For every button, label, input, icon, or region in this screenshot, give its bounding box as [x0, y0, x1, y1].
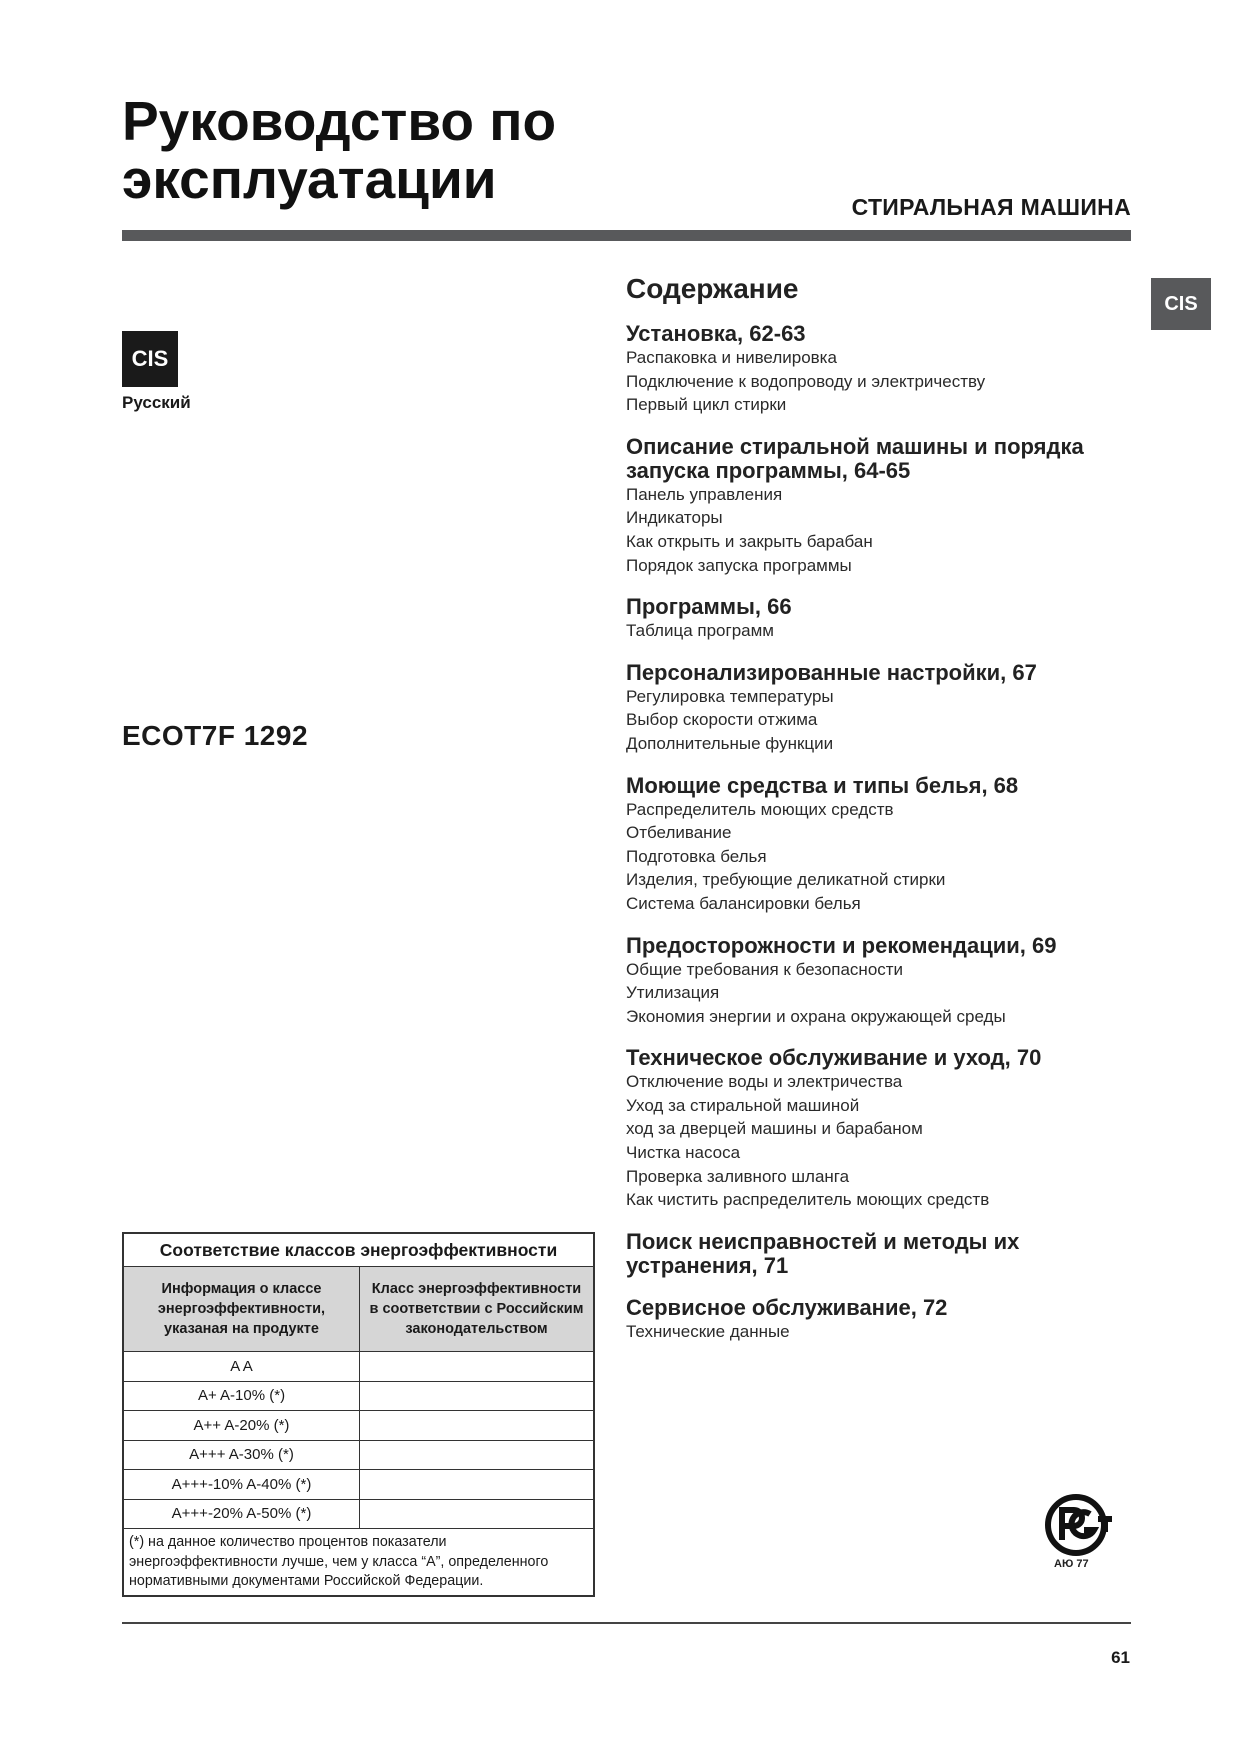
contents-section: [626, 1046, 1146, 1212]
contents-subitem: Панель управления: [626, 484, 783, 504]
contents-subitem: Экономия энергии и охрана окружающей среды: [626, 1006, 1006, 1026]
energy-product-class-cell: A+++-20% A-50% (*): [124, 1500, 360, 1529]
contents-subitem: Система балансировки белья: [626, 893, 861, 913]
rst-certification-icon: [1040, 1494, 1120, 1558]
contents-section-title: Поиск неисправностей и методы их устранения, 71: [626, 1228, 1020, 1278]
document-title-line-1: Руководство по: [122, 90, 557, 152]
energy-header-product-class: Информация о классе энергоэффективности, указаная на продукте: [124, 1267, 360, 1351]
language-name: Русский: [122, 393, 191, 412]
contents-section: [626, 595, 1146, 643]
energy-table-row: [124, 1352, 593, 1382]
contents-subitem: Выбор скорости отжима: [626, 710, 818, 730]
energy-table-row: [124, 1470, 593, 1500]
contents-subitem: Проверка заливного шланга: [626, 1166, 850, 1186]
contents-subitem: Распаковка и нивелировка: [626, 348, 837, 367]
energy-table-note: (*) на данное количество процентов показатели энергоэффективности лучше, чем у класса “А”, определенного нормативными документами Российской Федерации.: [129, 1534, 549, 1589]
contents-subitem: Порядок запуска программы: [626, 555, 852, 575]
energy-russian-class-cell: [360, 1411, 593, 1440]
contents-subitem: Подключение к водопроводу и электричеству: [626, 371, 986, 391]
energy-russian-class-cell: [360, 1470, 593, 1499]
energy-russian-class-cell: [360, 1500, 593, 1529]
contents-section-title: Техническое обслуживание и уход, 70: [626, 1045, 1042, 1071]
contents-section-title: Программы, 66: [626, 594, 792, 620]
contents-section-title: Установка, 62-63: [626, 321, 806, 346]
contents-section: [626, 934, 1146, 1029]
contents-subitem: Подготовка белья: [626, 846, 767, 866]
contents-section: [626, 774, 1146, 916]
energy-table-body: [124, 1352, 593, 1529]
language-badge: CIS: [122, 331, 178, 387]
energy-header-russian-class: Класс энергоэффективности в соответствии с Российским законодательством: [369, 1281, 584, 1337]
contents-subitem: Индикаторы: [626, 508, 723, 528]
energy-table-row: [124, 1382, 593, 1412]
energy-table-row: [124, 1441, 593, 1471]
header-divider: [122, 230, 1131, 241]
page-number: 61: [1111, 1648, 1130, 1667]
contents-subitem: Первый цикл стирки: [626, 395, 787, 415]
contents-subitem: Регулировка температуры: [626, 686, 834, 706]
energy-product-class-cell: A+++-10% A-40% (*): [124, 1470, 360, 1499]
contents-section: [626, 435, 1146, 577]
product-type: СТИРАЛЬНАЯ МАШИНА: [851, 194, 1131, 220]
energy-product-class-cell: A A: [124, 1352, 360, 1381]
contents-section-title: Предосторожности и рекомендации, 69: [626, 932, 1057, 958]
contents-section: [626, 661, 1146, 756]
contents-subitem: Чистка насоса: [626, 1143, 741, 1163]
contents-section: [626, 1296, 1146, 1344]
contents-subitem: Общие требования к безопасности: [626, 959, 904, 979]
contents-section-title: Персонализированные настройки, 67: [626, 659, 1037, 685]
contents-title: Содержание: [626, 273, 799, 304]
contents-section: [626, 1230, 1146, 1278]
contents-section-title: Описание стиральной машины и порядка запуска программы, 64-65: [626, 433, 1084, 483]
energy-russian-class-cell: [360, 1441, 593, 1470]
energy-class-table: [122, 1232, 595, 1597]
contents-subitem: ход за дверцей машины и барабаном: [626, 1119, 923, 1139]
contents-subitem: Технические данные: [626, 1321, 790, 1341]
contents-sections: [626, 322, 1146, 1343]
table-of-contents: [626, 272, 1146, 1361]
energy-table-row: [124, 1500, 593, 1530]
energy-russian-class-cell: [360, 1382, 593, 1411]
energy-product-class-cell: A+++ A-30% (*): [124, 1441, 360, 1470]
contents-subitem: Как чистить распределитель моющих средств: [626, 1190, 990, 1210]
energy-product-class-cell: A++ A-20% (*): [124, 1411, 360, 1440]
contents-subitem: Дополнительные функции: [626, 733, 834, 753]
contents-subitem: Отбеливание: [626, 823, 732, 843]
contents-subitem: Уход за стиральной машиной: [626, 1095, 860, 1115]
contents-subitem: Изделия, требующие деликатной стирки: [626, 870, 946, 890]
contents-subitem: Таблица программ: [626, 621, 774, 641]
document-title-line-2: эксплуатации: [122, 148, 497, 210]
energy-table-title: Соответствие классов энергоэффективности: [124, 1234, 593, 1267]
certification-mark: [1040, 1494, 1120, 1584]
contents-subitem: Распределитель моющих средств: [626, 799, 894, 819]
contents-section-title: Сервисное обслуживание, 72: [626, 1294, 948, 1320]
contents-section-title: Моющие средства и типы белья, 68: [626, 772, 1019, 798]
model-number: ECOT7F 1292: [122, 720, 309, 751]
document-title: [122, 92, 556, 208]
contents-subitem: Утилизация: [626, 983, 720, 1003]
contents-section: [626, 322, 1146, 417]
energy-table-header: [124, 1267, 593, 1352]
contents-subitem: Как открыть и закрыть барабан: [626, 531, 873, 551]
energy-product-class-cell: A+ A-10% (*): [124, 1382, 360, 1411]
energy-russian-class-cell: [360, 1352, 593, 1381]
contents-subitem: Отключение воды и электричества: [626, 1072, 903, 1092]
footer-divider: [122, 1622, 1131, 1624]
certification-code: АЮ 77: [1054, 1558, 1089, 1570]
energy-table-row: [124, 1411, 593, 1441]
region-side-tab: CIS: [1151, 278, 1211, 330]
